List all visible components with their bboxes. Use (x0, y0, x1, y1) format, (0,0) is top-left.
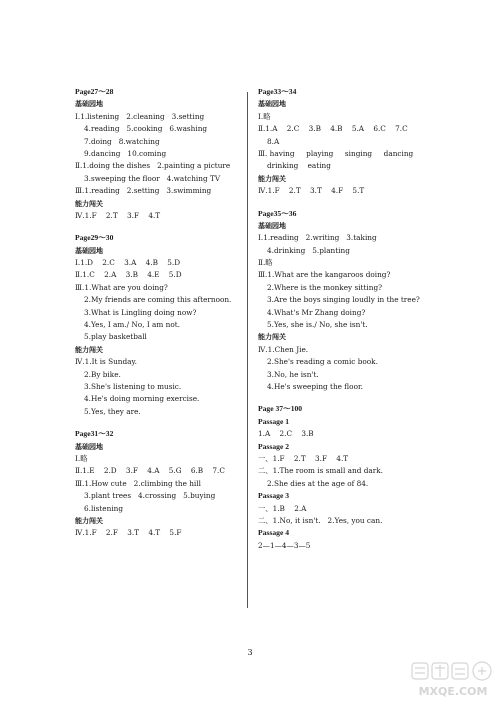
answer-line: drinking eating (267, 161, 331, 171)
answer-line: 5.play basketball (84, 332, 147, 342)
answer-line: 1.A 2.C 3.B (258, 429, 314, 439)
page-number: 3 (247, 648, 253, 657)
section-heading: Page 37～100 (258, 404, 303, 414)
answer-line: 2.She dies at the age of 84. (267, 478, 369, 488)
answer-line: Ⅲ.1.What are the kangaroos doing? (258, 270, 391, 280)
left-column (75, 86, 280, 540)
section-gap (258, 198, 463, 208)
answer-line: Ⅳ.1.F 2.F 3.T 4.T 5.F (75, 528, 182, 538)
section-heading: Passage 3 (258, 491, 290, 501)
answer-line: 2.She's reading a comic book. (267, 357, 378, 367)
subsection-heading: 能力闯关 (75, 199, 103, 208)
answer-line: Ⅳ.1.F 2.T 3.T 4.F 5.T (258, 186, 365, 196)
answer-line: 3.She's listening to music. (84, 381, 182, 391)
answer-line: 4.He's sweeping the floor. (267, 381, 363, 391)
answer-line: Ⅱ.1.C 2.A 3.B 4.E 5.D (75, 270, 182, 280)
answer-line: 2.By bike. (84, 369, 121, 379)
answer-line: Ⅰ.1.D 2.C 3.A 4.B 5.D (75, 258, 181, 268)
svg-text:MXQE.COM: MXQE.COM (418, 685, 488, 698)
section-heading: Passage 2 (258, 441, 290, 451)
answer-line: 9.dancing 10.coming (84, 148, 167, 158)
subsection-heading: 能力闯关 (258, 333, 286, 342)
answer-line: Ⅲ.1.What are you doing? (75, 282, 168, 292)
answer-line: 6.listening (84, 503, 124, 513)
answer-line: 2—1—4—3—5 (258, 540, 311, 550)
subsection-heading: 能力闯关 (258, 174, 286, 183)
answer-line: Ⅳ.1.It is Sunday. (75, 357, 137, 367)
answer-line: Ⅰ.略 (75, 453, 88, 463)
section-heading: Passage 4 (258, 528, 290, 538)
answer-line: Ⅰ.1.reading 2.writing 3.taking (258, 233, 377, 243)
answer-line: 4.What's Mr Zhang doing? (267, 307, 366, 317)
subsection-heading: 基础园地 (75, 442, 103, 451)
answer-line: 2.Where is the monkey sitting? (267, 282, 383, 292)
answer-line: 3.What is Lingling doing now? (84, 307, 197, 317)
answer-line: 3.No, he isn't. (267, 369, 319, 379)
answer-line: Ⅰ.略 (258, 111, 271, 121)
answer-line: 5.Yes, she is./ No, she isn't. (267, 320, 368, 330)
answer-line: Ⅱ.略 (258, 258, 273, 268)
section-heading: Page29～30 (75, 233, 114, 243)
answer-line: 4.drinking 5.planting (267, 245, 350, 255)
watermark-logo-icon (410, 659, 496, 701)
answer-line: 8.A (267, 136, 280, 146)
subsection-heading: 基础园地 (258, 221, 286, 230)
answer-line: Ⅳ.1.F 2.T 3.F 4.T (75, 210, 161, 220)
section-heading: Page31～32 (75, 429, 114, 439)
answer-line: 3.plant trees 4.crossing 5.buying (84, 491, 216, 501)
answer-line: 一、1.B 2.A (258, 503, 307, 513)
answer-line: Ⅱ.1.doing the dishes 2.painting a picture (75, 161, 231, 171)
right-column (258, 86, 463, 552)
answer-line: 4.Yes, I am./ No, I am not. (84, 320, 180, 330)
section-heading: Page35～36 (258, 208, 297, 218)
section-gap (75, 418, 280, 428)
section-gap (75, 222, 280, 232)
answer-line: Ⅱ.1.E 2.D 3.F 4.A 5.G 6.B 7.C (75, 466, 225, 476)
answer-line: Ⅱ.1.A 2.C 3.B 4.B 5.A 6.C 7.C (258, 124, 408, 134)
answer-line: Ⅲ.1.How cute 2.climbing the hill (75, 478, 201, 488)
answer-line: Ⅳ.1.Chen Jie. (258, 344, 309, 354)
section-heading: Passage 1 (258, 416, 290, 426)
section-gap (258, 393, 463, 403)
answer-line: 4.He's doing morning exercise. (84, 394, 200, 404)
answer-line: 7.doing 8.watching (84, 136, 160, 146)
subsection-heading: 能力闯关 (75, 516, 103, 525)
answer-line: Ⅲ.1.reading 2.setting 3.swimming (75, 186, 212, 196)
section-heading: Page27～28 (75, 87, 114, 96)
answer-line: 二、1.No, it isn't. 2.Yes, you can. (258, 515, 383, 525)
answer-line: 3.sweeping the floor 4.watching TV (84, 173, 221, 183)
answer-line: Ⅰ.1.listening 2.cleaning 3.setting (75, 111, 205, 121)
answer-line: 一、1.F 2.T 3.F 4.T (258, 453, 349, 463)
answer-line: 2.My friends are coming this afternoon. (84, 295, 232, 305)
answer-line: Ⅲ. having playing singing dancing (258, 148, 414, 158)
subsection-heading: 能力闯关 (75, 345, 103, 354)
answer-line: 3.Are the boys singing loudly in the tree? (267, 295, 420, 305)
subsection-heading: 基础园地 (75, 100, 103, 109)
subsection-heading: 基础园地 (258, 100, 286, 109)
column-divider (247, 92, 248, 608)
subsection-heading: 基础园地 (75, 246, 103, 255)
section-heading: Page33～34 (258, 87, 297, 96)
answer-line: 5.Yes, they are. (84, 406, 141, 416)
answer-line: 4.reading 5.cooking 6.washing (84, 124, 208, 134)
answer-line: 二、1.The room is small and dark. (258, 466, 383, 476)
